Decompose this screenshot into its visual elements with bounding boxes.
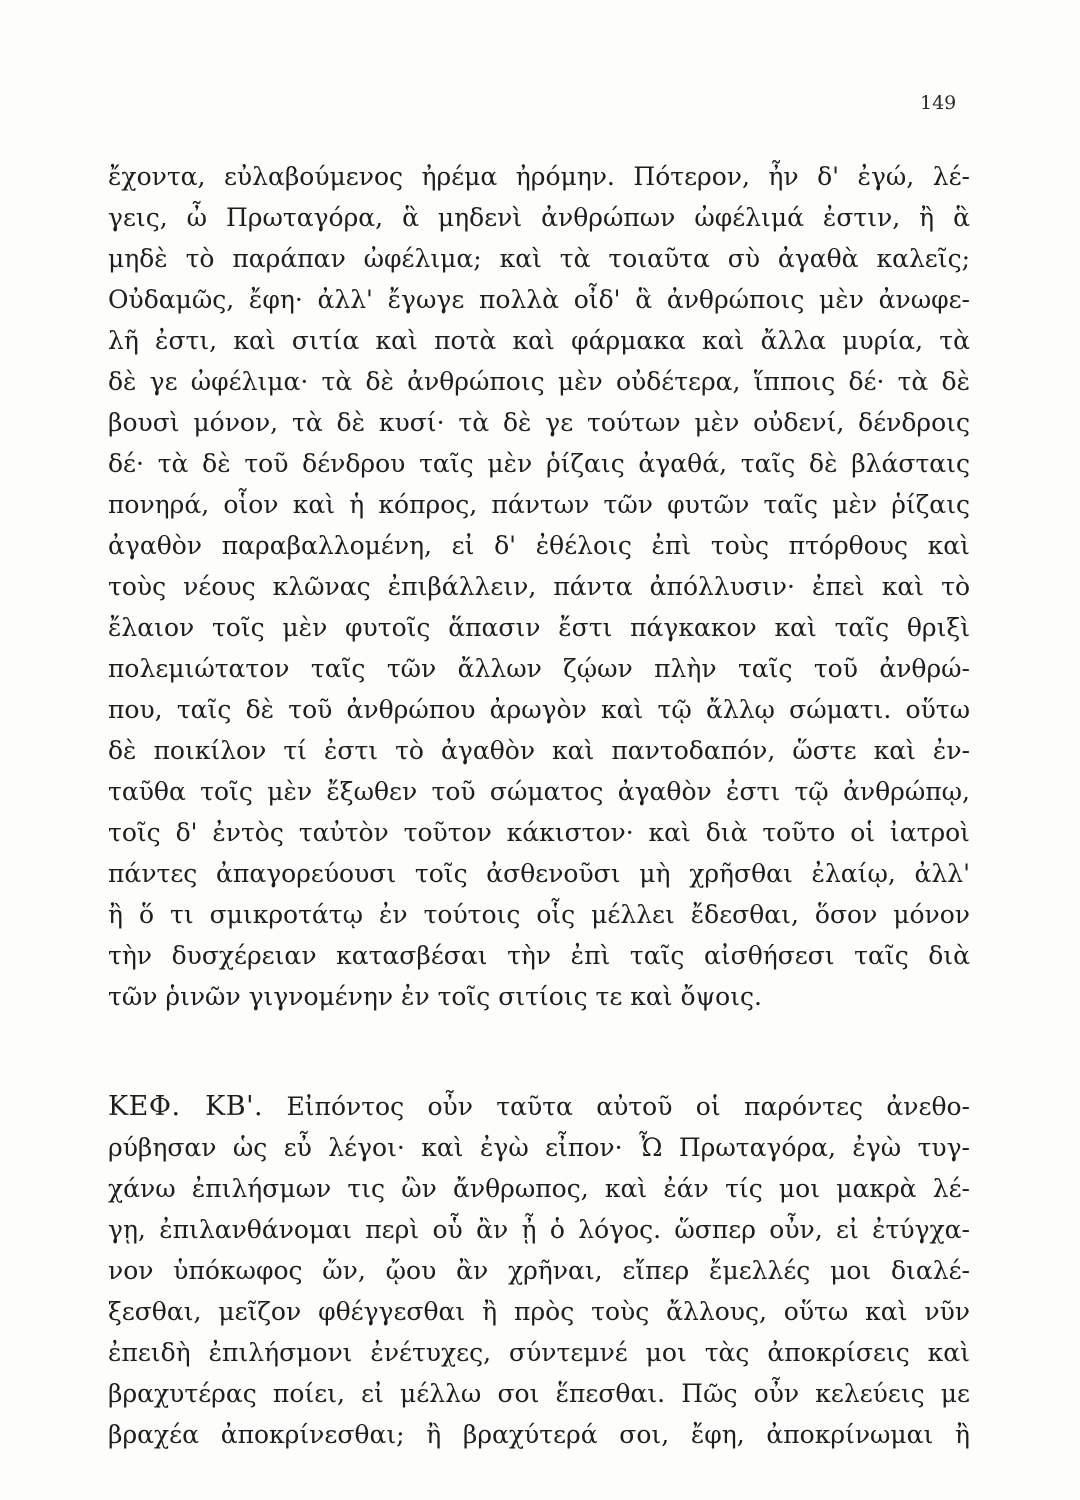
page-number: 149: [920, 92, 957, 114]
text-line: τῶν ῥινῶν γιγνομένην ἐν τοῖς σιτίοις τε καὶ ὄψοις.: [108, 982, 762, 1011]
paragraph-1: [108, 156, 970, 1017]
text-line: τοὺς νέους κλῶνας ἐπιβάλλειν, πάντα ἀπόλλυσιν· ἐπεὶ καὶ τὸ: [108, 572, 970, 601]
text-line: δὲ ποικίλον τί ἐστι τὸ ἀγαθὸν καὶ παντοδαπόν, ὥστε καὶ ἐν-: [108, 736, 970, 765]
text-line: λῆ ἐστι, καὶ σιτία καὶ ποτὰ καὶ φάρμακα καὶ ἄλλα μυρία, τὰ: [108, 326, 970, 355]
text-line: ἢ ὅ τι σμικροτάτῳ ἐν τούτοις οἷς μέλλει ἔδεσθαι, ὅσον μόνον: [108, 900, 970, 929]
text-line: βραχυτέρας ποίει, εἰ μέλλω σοι ἕπεσθαι. Πῶς οὖν κελεύεις με: [108, 1379, 970, 1408]
text-line-first: [108, 1086, 970, 1127]
text-line: βραχέα ἀποκρίνεσθαι; ἢ βραχύτερά σοι, ἔφη, ἀποκρίνωμαι ἢ: [108, 1420, 970, 1449]
text-line: βουσὶ μόνον, τὰ δὲ κυσί· τὰ δὲ γε τούτων μὲν οὐδενί, δένδροις: [108, 408, 970, 437]
text-line: πάντες ἀπαγορεύουσι τοῖς ἀσθενοῦσι μὴ χρῆσθαι ἐλαίῳ, ἀλλ': [108, 859, 970, 888]
chapter-heading: ΚΕΦ. ΚΒ'.: [108, 1091, 264, 1122]
text-line: ξεσθαι, μεῖζον φθέγγεσθαι ἢ πρὸς τοὺς ἄλλους, οὕτω καὶ νῦν: [108, 1297, 970, 1326]
text-line: χάνω ἐπιλήσμων τις ὢν ἄνθρωπος, καὶ ἐάν τίς μοι μακρὰ λέ-: [108, 1174, 970, 1203]
text-line: δὲ γε ὠφέλιμα· τὰ δὲ ἀνθρώποις μὲν οὐδέτερα, ἵπποις δέ· τὰ δὲ: [108, 367, 970, 396]
text-line: μηδὲ τὸ παράπαν ὠφέλιμα; καὶ τὰ τοιαῦτα σὺ ἀγαθὰ καλεῖς;: [108, 244, 970, 273]
text-line: γεις, ὦ Πρωταγόρα, ἃ μηδενὶ ἀνθρώπων ὠφέλιμά ἐστιν, ἢ ἃ: [108, 203, 970, 232]
paragraph-2: [108, 1086, 970, 1455]
text-line: ἔχοντα, εὐλαβούμενος ἠρέμα ἠρόμην. Πότερον, ἦν δ' ἐγώ, λέ-: [108, 162, 970, 191]
text-line: δέ· τὰ δὲ τοῦ δένδρου ταῖς μὲν ῥίζαις ἀγαθά, ταῖς δὲ βλάσταις: [108, 449, 970, 478]
text-line: ταῦθα τοῖς μὲν ἔξωθεν τοῦ σώματος ἀγαθὸν ἐστι τῷ ἀνθρώπῳ,: [108, 777, 970, 806]
text-line: τὴν δυσχέρειαν κατασβέσαι τὴν ἐπὶ ταῖς αἰσθήσεσι ταῖς διὰ: [108, 941, 970, 970]
text-line: πολεμιώτατον ταῖς τῶν ἄλλων ζῴων πλὴν ταῖς τοῦ ἀνθρώ-: [108, 654, 970, 683]
text-line: ρύβησαν ὡς εὖ λέγοι· καὶ ἐγὼ εἶπον· Ὦ Πρωταγόρα, ἐγὼ τυγ-: [108, 1133, 970, 1162]
text-line: Οὐδαμῶς, ἔφη· ἀλλ' ἔγωγε πολλὰ οἶδ' ἃ ἀνθρώποις μὲν ἀνωφε-: [108, 285, 970, 314]
text-line: νον ὑπόκωφος ὤν, ᾤου ἂν χρῆναι, εἴπερ ἔμελλές μοι διαλέ-: [108, 1256, 970, 1285]
text-line: ἐπειδὴ ἐπιλήσμονι ἐνέτυχες, σύντεμνέ μοι τὰς ἀποκρίσεις καὶ: [108, 1338, 970, 1367]
text-line: πονηρά, οἷον καὶ ἡ κόπρος, πάντων τῶν φυτῶν ταῖς μὲν ῥίζαις: [108, 490, 970, 519]
text-line: ἀγαθὸν παραβαλλομένη, εἰ δ' ἐθέλοις ἐπὶ τοὺς πτόρθους καὶ: [108, 531, 970, 560]
text-line: γῃ, ἐπιλανθάνομαι περὶ οὗ ἂν ᾖ ὁ λόγος. ὥσπερ οὖν, εἰ ἐτύγχα-: [108, 1215, 970, 1244]
text-line: που, ταῖς δὲ τοῦ ἀνθρώπου ἀρωγὸν καὶ τῷ ἄλλῳ σώματι. οὕτω: [108, 695, 970, 724]
text-line: τοῖς δ' ἐντὸς ταὐτὸν τοῦτον κάκιστον· καὶ διὰ τοῦτο οἱ ἰατροὶ: [108, 818, 970, 847]
text-line: ἔλαιον τοῖς μὲν φυτοῖς ἅπασιν ἔστι πάγκακον καὶ ταῖς θριξὶ: [108, 613, 970, 642]
first-line-text: Εἰπόντος οὖν ταῦτα αὐτοῦ οἱ παρόντες ἀνεθο-: [286, 1092, 970, 1121]
